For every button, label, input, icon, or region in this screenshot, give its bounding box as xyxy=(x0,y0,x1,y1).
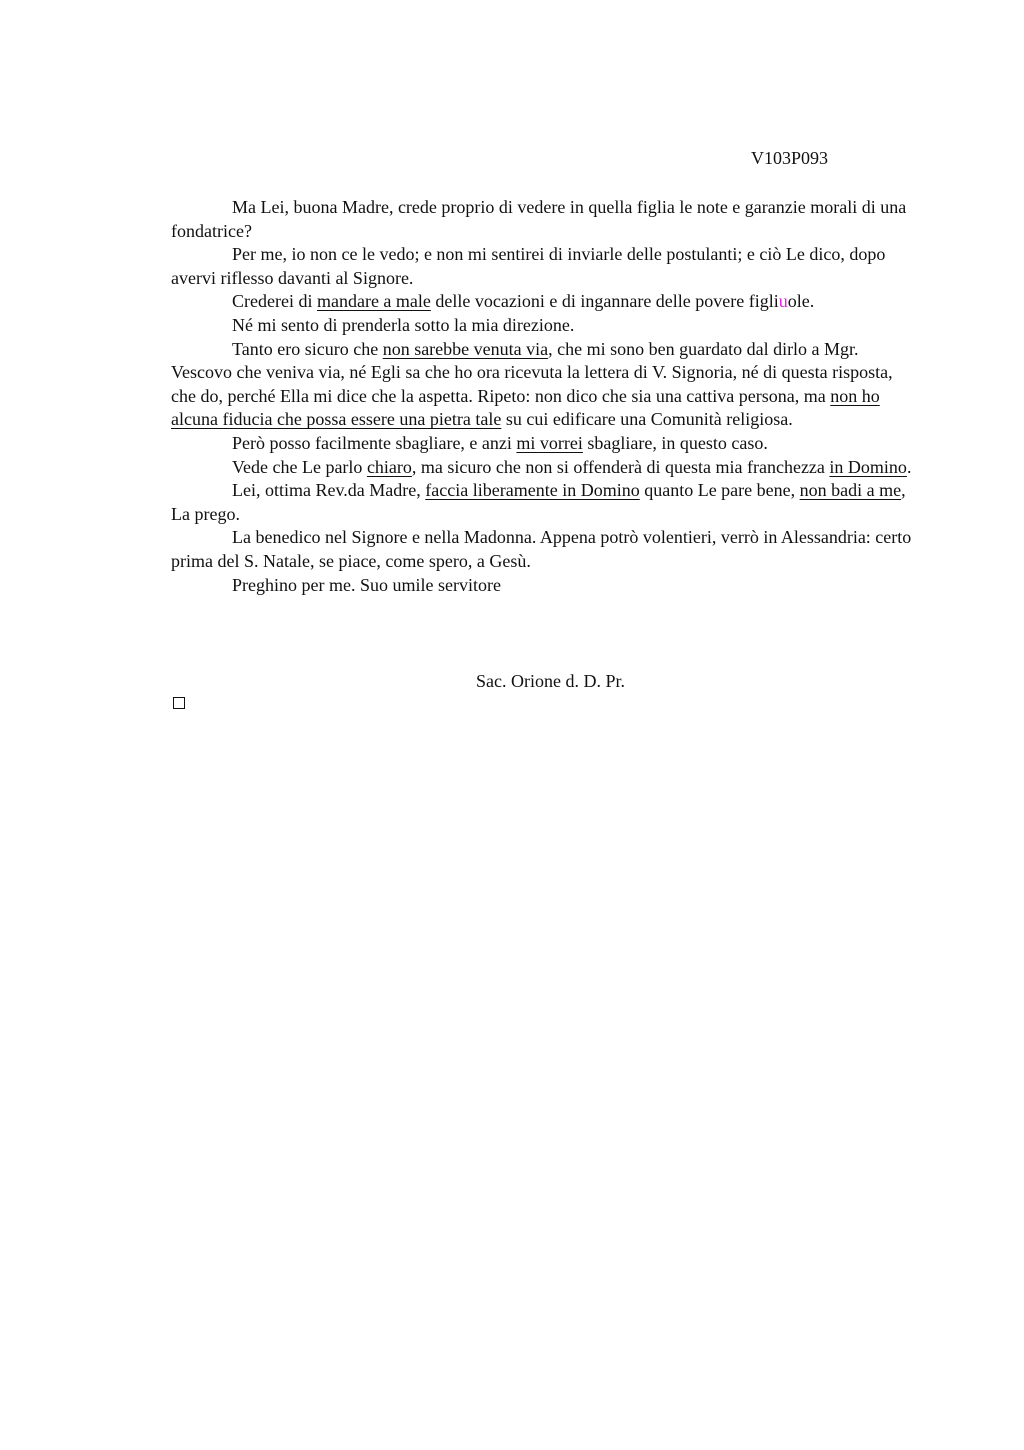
empty-box-symbol xyxy=(173,697,185,709)
letter-paragraph xyxy=(171,479,921,526)
letter-body xyxy=(171,196,921,597)
text-run: Preghino per me. Suo umile servitore xyxy=(232,574,501,595)
underlined-text: non sarebbe venuta via xyxy=(382,338,549,359)
letter-paragraph xyxy=(171,243,921,290)
text-run: sbagliare, in questo caso. xyxy=(582,432,768,453)
text-run: su cui edificare una Comunità religiosa. xyxy=(501,409,793,430)
text-run: Ma Lei, buona Madre, crede proprio di vedere in quella figlia le note e garanzie morali di una fondatrice? xyxy=(171,197,907,241)
underlined-text: non ho alcuna fiducia che possa essere una pietra tale xyxy=(171,385,880,430)
underlined-text: faccia liberamente in Domino xyxy=(425,480,640,501)
letter-paragraph xyxy=(171,574,921,598)
text-run: , che mi sono ben guardato dal dirlo a Mgr. Vescovo che veniva via, né Egli sa che ho ora ricevuta la lettera di V. Signoria, né di questa risposta, che do, perché Ella mi dice che la aspetta. Ripeto: non dico che sia una cattiva persona, ma xyxy=(171,338,893,406)
highlighted-correction: u xyxy=(778,291,788,312)
text-run: delle vocazioni e di ingannare delle povere figli xyxy=(430,291,779,312)
page-code: V103P093 xyxy=(751,148,829,168)
letter-paragraph xyxy=(171,196,921,243)
text-run: ole. xyxy=(787,291,815,312)
text-run: , La prego. xyxy=(171,480,906,524)
signature: Sac. Orione d. D. Pr. xyxy=(476,671,625,691)
underlined-text: chiaro xyxy=(366,456,412,477)
text-run: Lei, ottima Rev.da Madre, xyxy=(232,480,426,501)
text-run: quanto Le pare bene, xyxy=(639,480,800,501)
text-run: La benedico nel Signore e nella Madonna. Appena potrò volentieri, verrò in Alessandria: certo prima del S. Natale, se piace, come spero, a Gesù. xyxy=(171,527,912,571)
letter-paragraph xyxy=(171,338,921,432)
letter-paragraph xyxy=(171,432,921,456)
text-run: Né mi sento di prenderla sotto la mia direzione. xyxy=(232,314,575,335)
text-run: Però posso facilmente sbagliare, e anzi xyxy=(232,432,517,453)
text-run: Crederei di xyxy=(232,291,317,312)
letter-paragraph xyxy=(171,290,921,314)
letter-paragraph xyxy=(171,314,921,338)
text-run: , ma sicuro che non si offenderà di questa mia franchezza xyxy=(411,456,830,477)
text-run: Vede che Le parlo xyxy=(232,456,367,477)
text-run: Tanto ero sicuro che xyxy=(232,338,383,359)
text-run: Per me, io non ce le vedo; e non mi sentirei di inviarle delle postulanti; e ciò Le dico, dopo avervi riflesso davanti al Signore. xyxy=(171,244,886,288)
underlined-text: non badi a me xyxy=(799,480,902,501)
underlined-text: mi vorrei xyxy=(516,432,583,453)
underlined-text: in Domino xyxy=(829,456,907,477)
letter-paragraph xyxy=(171,456,921,480)
underlined-text: mandare a male xyxy=(316,291,431,312)
text-run: . xyxy=(906,456,912,477)
letter-paragraph xyxy=(171,526,921,573)
